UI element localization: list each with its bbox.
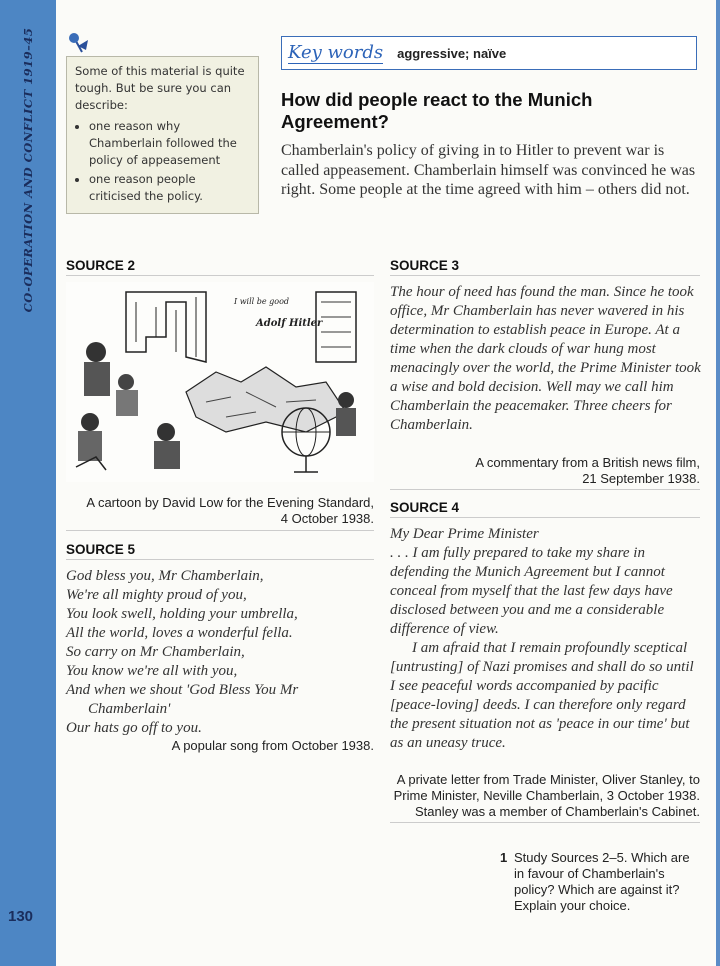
source-3-caption bbox=[390, 455, 700, 490]
song-line: You know we're all with you, bbox=[66, 663, 238, 679]
caption-line: A cartoon by David Low for the Evening Standard, bbox=[86, 495, 374, 510]
source-5-song bbox=[66, 567, 374, 738]
page-edge bbox=[716, 0, 720, 966]
key-words-title: Key words bbox=[288, 41, 384, 63]
source-5-label: SOURCE 5 bbox=[66, 542, 374, 560]
cartoon-signature-text: Adolf Hitler bbox=[256, 318, 323, 329]
cartoon-caption-text: I will be good bbox=[234, 297, 290, 306]
note-bullet: • one reason people criticised the policy. bbox=[89, 171, 250, 205]
note-bullet: • one reason why Chamberlain followed the policy of appeasement bbox=[89, 118, 250, 169]
caption-line: A private letter from Trade Minister, Oliver Stanley, to bbox=[396, 772, 700, 787]
song-line: We're all mighty proud of you, bbox=[66, 587, 247, 603]
intro-paragraph: Chamberlain's policy of giving in to Hitler to prevent war is called appeasement. Chamberlain himself was convinced he was right. Some people at the time agreed with him – others did not. bbox=[281, 142, 696, 198]
source-4-letter bbox=[390, 525, 702, 753]
cartoon-image bbox=[66, 282, 374, 482]
question-text: Study Sources 2–5. Which are in favour of Chamberlain's policy? Which are against it? Explain your choice. bbox=[514, 850, 690, 913]
song-line: All the world, loves a wonderful fella. bbox=[66, 625, 293, 641]
caption-line: Stanley was a member of Chamberlain's Cabinet. bbox=[414, 804, 700, 819]
song-line: And when we shout 'God Bless You Mr bbox=[66, 682, 299, 698]
source-2-caption bbox=[66, 495, 374, 531]
caption-line: 21 September 1938. bbox=[582, 471, 700, 486]
source-3-label: SOURCE 3 bbox=[390, 258, 700, 276]
activity-question bbox=[500, 850, 700, 914]
song-line: God bless you, Mr Chamberlain, bbox=[66, 568, 264, 584]
note-bullets bbox=[75, 118, 250, 205]
study-tip-note bbox=[66, 56, 259, 214]
key-words-box bbox=[281, 36, 697, 70]
letter-paragraph: . . . I am fully prepared to take my share in defending the Munich Agreement but I cannot conceal from myself that the last few days have disclosed between you and me a considerable difference of view. bbox=[390, 545, 673, 637]
source-2-label: SOURCE 2 bbox=[66, 258, 374, 276]
chapter-title: CO-OPERATION AND CONFLICT 1919–45 bbox=[21, 27, 35, 313]
caption-line: A commentary from a British news film, bbox=[475, 455, 700, 470]
page-spine bbox=[0, 0, 56, 966]
letter-paragraph: I am afraid that I remain profoundly sceptical [untrusting] of Nazi promises and shall do so until I see peaceful words accompanied by pacific [peace-loving] deeds. I can therefore only regard the present situation not as 'peace in our time' but as an uneasy truce. bbox=[390, 640, 694, 751]
song-line: So carry on Mr Chamberlain, bbox=[66, 644, 245, 660]
question-number: 1 bbox=[500, 850, 508, 865]
source-4-label: SOURCE 4 bbox=[390, 500, 700, 518]
key-words-list: aggressive; naïve bbox=[397, 45, 507, 61]
source-4-caption bbox=[390, 772, 700, 823]
page-number: 130 bbox=[8, 908, 34, 925]
song-line: You look swell, holding your umbrella, bbox=[66, 606, 298, 622]
song-line: Chamberlain' bbox=[88, 701, 171, 717]
caption-line: Prime Minister, Neville Chamberlain, 3 October 1938. bbox=[393, 788, 700, 803]
source-5-caption: A popular song from October 1938. bbox=[171, 738, 374, 753]
section-heading: How did people react to the Munich Agreement? bbox=[281, 89, 593, 132]
source-3-text: The hour of need has found the man. Since he took office, Mr Chamberlain has never wavered in his determination to establish peace in Europe. At a time when the dark clouds of war hung most menacingly over the world, the Prime Minister took a wise and bold decision. Well may we call him Chamberlain the peacemaker. Three cheers for Chamberlain. bbox=[390, 284, 701, 433]
song-line: Our hats go off to you. bbox=[66, 720, 202, 736]
caption-line: 4 October 1938. bbox=[280, 511, 374, 526]
note-intro: Some of this material is quite tough. But be sure you can describe: bbox=[75, 64, 245, 112]
letter-salutation: My Dear Prime Minister bbox=[390, 526, 539, 542]
